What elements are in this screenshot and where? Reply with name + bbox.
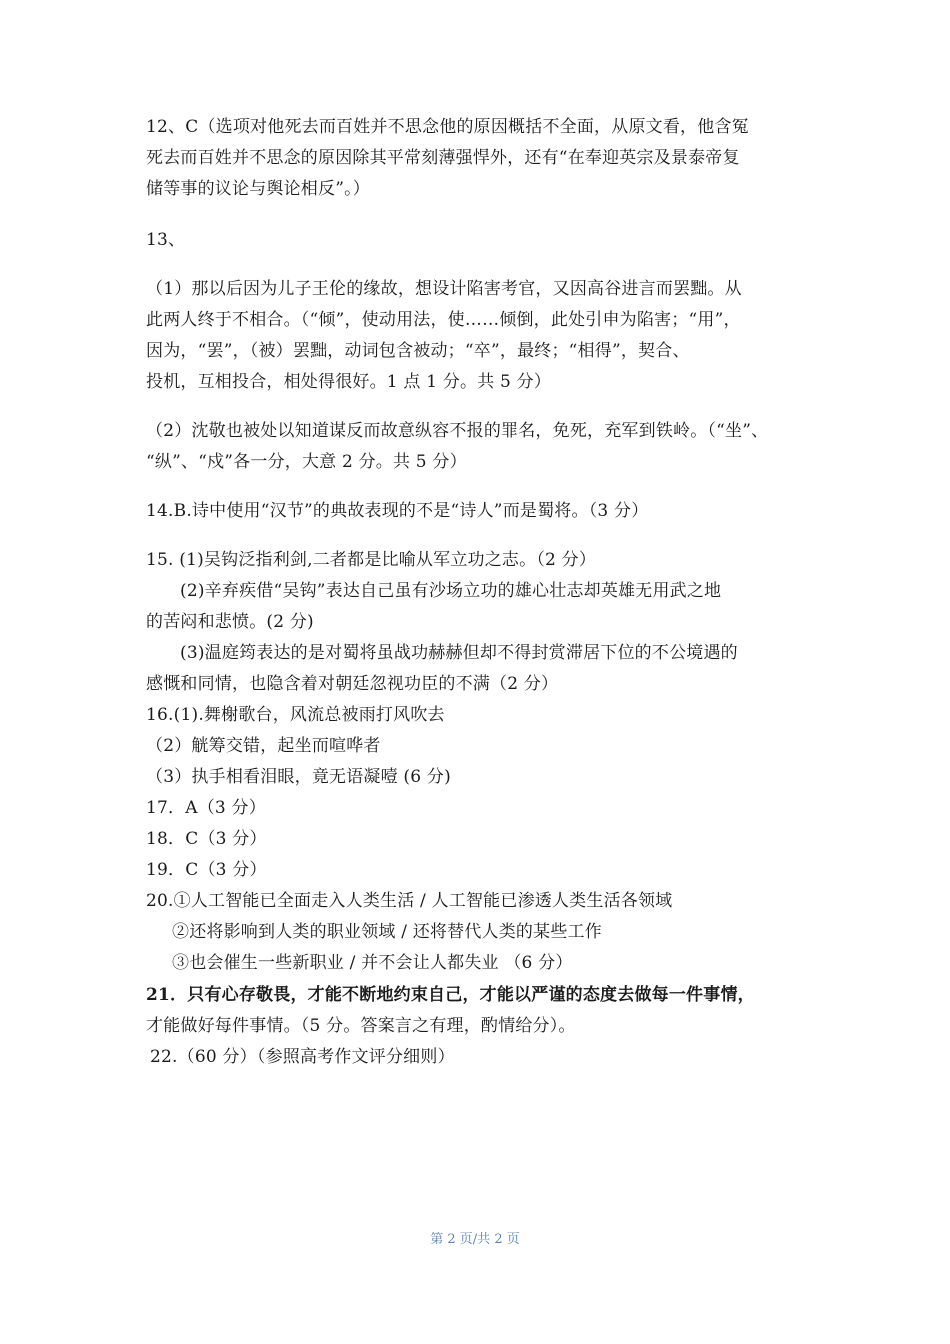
page-number-footer: 第 2 页/共 2 页	[430, 1232, 520, 1247]
answer-13-1-line-2: 此两人终于不相合。（“倾”，使动用法，使……倾倒，此处引申为陷害；“用”，	[146, 310, 741, 330]
answer-12-line-1: 12、C（选项对他死去而百姓并不思念他的原因概括不全面，从原文看，他含冤	[146, 117, 749, 137]
answer-20-line-2: ②还将影响到人类的职业领域 / 还将替代人类的某些工作	[172, 922, 602, 942]
answer-15-line-2: (2)辛弃疾借“吴钩”表达自己虽有沙场立功的雄心壮志却英雄无用武之地	[180, 581, 722, 601]
answer-15-line-4: (3)温庭筠表达的是对蜀将虽战功赫赫但却不得封赏滞居下位的不公境遇的	[180, 643, 738, 663]
answer-13-1-line-4: 投机，互相投合，相处得很好。1 点 1 分。共 5 分）	[146, 372, 552, 392]
answer-13-1-line-1: （1）那以后因为儿子王伦的缘故，想设计陷害考官，又因高谷进言而罢黜。从	[146, 279, 742, 299]
answer-15-line-1: 15. (1)吴钩泛指利剑,二者都是比喻从军立功之志。（2 分）	[146, 550, 597, 570]
answer-13-1-line-3: 因为，“罢”，（被）罢黜，动词包含被动；“卒”，最终；“相得”，契合、	[146, 341, 690, 361]
answer-22: 22.（60 分）（参照高考作文评分细则）	[150, 1047, 455, 1067]
answer-16-line-3: （3）执手相看泪眼，竟无语凝噎 (6 分)	[146, 767, 451, 787]
answer-14: 14.B.诗中使用“汉节”的典故表现的不是“诗人”而是蜀将。（3 分）	[146, 501, 649, 521]
answer-13-heading: 13、	[146, 230, 186, 250]
answer-20-line-3: ③也会催生一些新职业 / 并不会让人都失业 （6 分）	[172, 953, 573, 973]
answer-19: 19．C（3 分）	[146, 860, 267, 880]
answer-13-2-line-1: （2）沈敬也被处以知道谋反而故意纵容不报的罪名，免死，充军到铁岭。（“坐”、	[146, 421, 769, 441]
answer-21-line-2: 才能做好每件事情。（5 分。答案言之有理，酌情给分）。	[146, 1016, 576, 1036]
answer-21-line-1: 21．只有心存敬畏，才能不断地约束自己，才能以严谨的态度去做每一件事情，	[146, 985, 755, 1005]
answer-15-line-5: 感慨和同情，也隐含着对朝廷忽视功臣的不满（2 分）	[146, 674, 559, 694]
answer-12-line-3: 储等事的议论与舆论相反”。）	[146, 179, 370, 199]
answer-13-2-line-2: “纵”、“戍”各一分，大意 2 分。共 5 分）	[146, 452, 467, 472]
answer-18: 18．C（3 分）	[146, 829, 267, 849]
answer-16-line-2: （2）觥筹交错，起坐而喧哗者	[146, 736, 381, 756]
answer-15-line-3: 的苦闷和悲愤。(2 分)	[146, 612, 314, 632]
answer-20-line-1: 20.①人工智能已全面走入人类生活 / 人工智能已渗透人类生活各领域	[146, 891, 673, 911]
answer-12-line-2: 死去而百姓并不思念的原因除其平常刻薄强悍外，还有“在奉迎英宗及景泰帝复	[146, 148, 740, 168]
answer-16-line-1: 16.(1).舞榭歌台，风流总被雨打风吹去	[146, 705, 445, 725]
answer-17: 17．A（3 分）	[146, 798, 266, 818]
